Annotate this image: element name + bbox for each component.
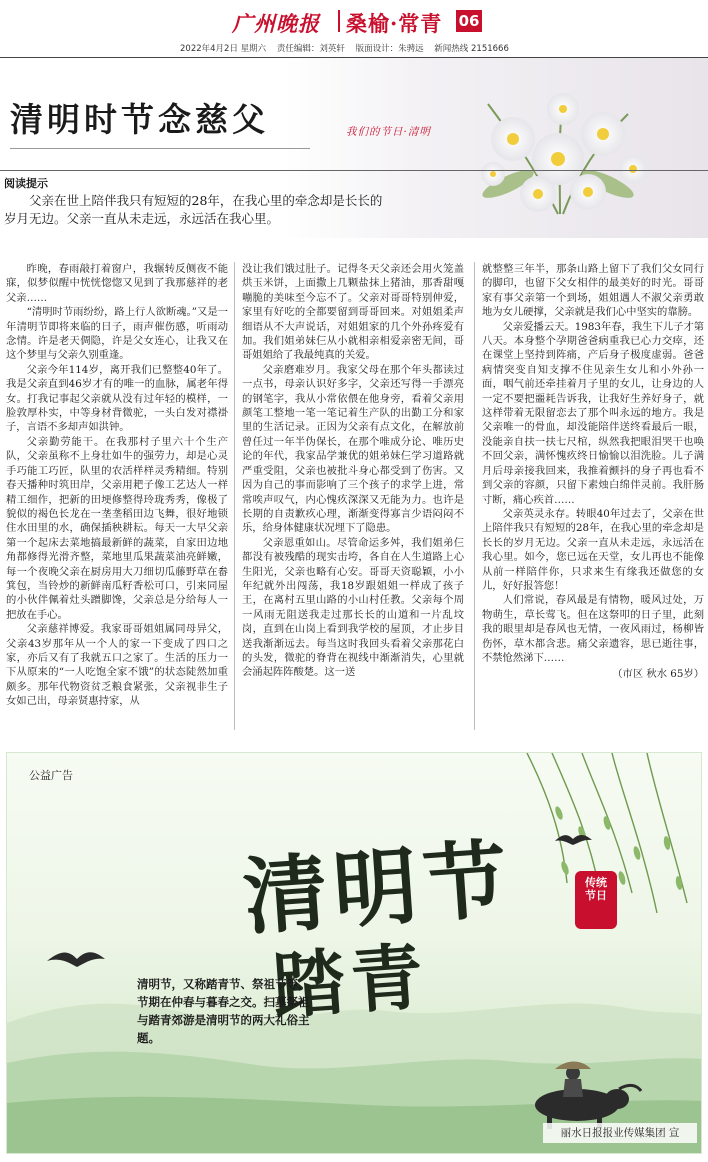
paragraph: 没让我们饿过肚子。记得冬天父亲还会用火笼盖烘玉米饼，上面撒上几颗盐抹上猪油，那香甜嘎嘣脆的美味至今忘不了。父亲对哥哥特别伸爱，家里有好吃的全都要留到哥哥回来。对姐姐柔声细语从不大声说话，对姐姐家的几个外孙疼爱有加。我们姐弟妹仨从小就相亲相爱亲密无间，哥哥姐姐给了我最纯真的关爱。 xyxy=(242,263,464,362)
editor-credit: 责任编辑：刘英轩 xyxy=(276,44,345,54)
paragraph: 就整整三年半，那条山路上留下了我们父女同行的脚印，也留下父女相伴的最美好的时光。哥哥家有事父亲第一个到场，姐姐遇人不淑父亲勇敢地为女儿硬撑，父亲就是我们心中坚实的靠膀。 xyxy=(482,263,704,319)
designer-credit: 版面设计：朱骋远 xyxy=(355,44,424,54)
lead-rule xyxy=(0,170,708,171)
paper-name: 广州晚报 xyxy=(232,11,320,36)
paragraph: “清明时节雨纷纷，路上行人欲断魂。”又是一年清明节即将来临的日子，雨声催伤感，听雨动念情。许是老天倜隐，许是父女连心，让我又在这个梦里与父亲久别重逢。 xyxy=(6,306,228,362)
paragraph: 人们常说，春风最是有情物，暖风过处，万物萌生，草长莺飞。但在这祭叩的日子里，此刻我的眼里却是春风也无情，一夜风雨过，杨柳皆伤怀，草木都含悲。痛父亲遗容，思已逝往事，不禁怆然涕下…… xyxy=(482,594,704,664)
dateline xyxy=(180,42,700,54)
article-column-1 xyxy=(6,262,228,746)
white-flowers-illustration xyxy=(398,64,708,236)
paragraph: 父亲恩重如山。尽管命运多舛，我们姐弟仨都没有被残酷的现实击垮，各自在人生道路上心生阳光，父亲也略有心安。哥哥天资聪颖，小小年纪就外出闯荡，我18岁跟姐姐一样成了孩子王，在离村五里山路的小山村任教。父亲每个周一风雨无阻送我走过那长长的山道和一片乱坟岗，直到在山岗上看到我学校的屋顶，才止步目送我渐渐远去。每当这时我回头看着父亲那花白的头发，微驼的脊背在视线中渐渐消失，心里就会涌起阵阵酸楚。这一送 xyxy=(242,536,464,679)
ad-publisher: 丽水日报报业传媒集团 宣 xyxy=(543,1123,697,1143)
paragraph: 父亲今年114岁，离开我们已整整40年了。我是父亲直到46岁才有的唯一的血脉，属老年得女。打我记事起父亲就从没有过年轻的模样，一脸敦厚朴实，中等身材背微驼，一头白发对襟褂子，言语不多却声如洪钟。 xyxy=(6,363,228,434)
issue-date: 2022年4月2日 星期六 xyxy=(180,44,267,54)
column-divider xyxy=(234,262,235,730)
article-title: 清明时节念慈父 xyxy=(10,100,269,139)
public-service-ad xyxy=(6,752,702,1154)
page-number: 06 xyxy=(456,10,482,32)
traditional-festival-seal xyxy=(575,871,617,929)
ad-title-line1: 清明节 xyxy=(240,829,517,947)
paragraph: 父亲慈祥博爱。我家哥哥姐姐属同母异父，父亲43岁那年从一个人的家一下变成了四口之家，亦后又有了我就五口之家了。生活的压力一下从原来的“一人吃饱全家不饿”的状态陡然加重颇多。那年代物资贫乏粮食紧张，父亲视非生子女如己出，母亲贤惠持家，从 xyxy=(6,623,228,708)
lead-text: 父亲在世上陪伴我只有短短的28年，在我心里的牵念却是长长的岁月无边。父亲一直从未走远，永远活在我心里。 xyxy=(4,193,383,226)
article-column-2 xyxy=(242,262,464,746)
article-column-3 xyxy=(482,262,704,746)
ad-title-line2: 踏青 xyxy=(270,933,432,1029)
news-hotline: 新闻热线 2151666 xyxy=(434,44,509,54)
masthead-divider xyxy=(338,10,340,32)
title-band xyxy=(0,58,708,238)
article-body xyxy=(0,262,708,746)
ad-label: 公益广告 xyxy=(29,769,73,782)
paragraph: 父亲磨难岁月。我家父母在那个年头都读过一点书，母亲认识好多字，父亲还写得一手漂亮的钢笔字，我从小常依偎在他身旁，看着父亲用颜笔工整地一笔一笔记着生产队的出勤工分和家里的生活记录。正因为父亲有点文化，在解放前曾任过一年半伪保长，在那个唯成分论、唯历史论的年代，我家品学兼优的姐弟妹仨学习道路就严重受阻，父亲也被批斗身心都受到了伤害。又因为自己的事而影响了三个孩子的求学上进，常常唉声叹气，内心愧疚深深又无能为力。也许是长期的自责歉疚心理，渐渐变得寡言少语闷闷不乐，给身体健康状况埋下了隐患。 xyxy=(242,363,464,535)
paragraph: 父亲英灵永存。转眼40年过去了，父亲在世上陪伴我只有短短的28年，在我心里的牵念却是长长的岁月无边。父亲一直从未走远，永远活在我心里。如今，您已远在天堂，女儿再也不能像从前一样陪伴你，只求来生有缘我还做您的女儿，好好报答您！ xyxy=(482,507,704,592)
column-divider xyxy=(474,262,475,730)
ad-body-text: 清明节，又称踏青节、祭祖节等，节期在仲春与暮春之交。扫墓祭祖与踏青郊游是清明节的两大礼俗主题。 xyxy=(137,977,310,1045)
paragraph: 父亲爱播云天。1983年春，我生下儿子才第八天。本身整个孕期爸爸病重我已心力交瘁，还在课堂上坚持到阵痛，产后身子极度虚弱。爸爸病情突变自知支撑不住见亲生女儿和小外孙一面，咽气前还牵挂着月子里的女儿，让身边的人一定不要把噩耗告诉我，让我好生养好身子，就这样带着无限留恋去了那个叫永远的地方。我是父亲唯一的骨血，却没能陪伴送终看最后一眼，没能亲自扶一扶七尺棺，纵然我把眼泪哭干也唤不回父亲，满怀愧疚终日愉愉以泪洗脸。儿子满月后母亲接我回来，我推着颤抖的身子再也看不到父亲的容颜，只留下素烛白绵伴灵前。我肝肠寸断，痛心疾首…… xyxy=(482,320,704,506)
paragraph: 昨晚，春雨敲打着窗户，我辗转反侧夜不能寐，似梦似醒中恍恍惚惚又见到了我那慈祥的老父亲…… xyxy=(6,263,228,304)
masthead xyxy=(0,0,708,58)
seal-line: 节日 xyxy=(585,889,607,902)
section-name: 桑榆·常青 xyxy=(346,11,443,36)
seal-line: 传统 xyxy=(585,876,607,889)
author-byline: （市区 秋水 65岁） xyxy=(612,668,704,681)
paragraph: 父亲勤劳能干。在我那村子里六十个生产队，父亲虽称不上身壮如牛的强劳力，却是心灵手巧能工巧匠，队里的农活样样灵秀精细。特别春天播种时筑田岸，父亲用耙子像工艺达人一样精工细作，把新的田埂修整得玲珑秀秀，像极了貌似的褐色长龙在一垄垄稻田边飞舞，很好地锁住水田里的水，确保插秧耕耘。每天一大早父亲第一个起床去菜地搞最新鲜的蔬菜，自家田边地角都修得光滑齐整，菜地里瓜果蔬菜油亮鲜嫩，每一个夜晚父亲在厨房用大刀细切瓜藤野草在畚箕包，当铃炒的新鲜南瓜籽香松可口，引来同屋的小伙伴佩着灶头蹭脚馋，父亲总是分给每人一把放在手心。 xyxy=(6,435,228,621)
column-tag: 我们的节日·清明 xyxy=(346,126,431,138)
title-underline xyxy=(10,148,310,149)
lead-label: 阅读提示 xyxy=(4,177,48,190)
